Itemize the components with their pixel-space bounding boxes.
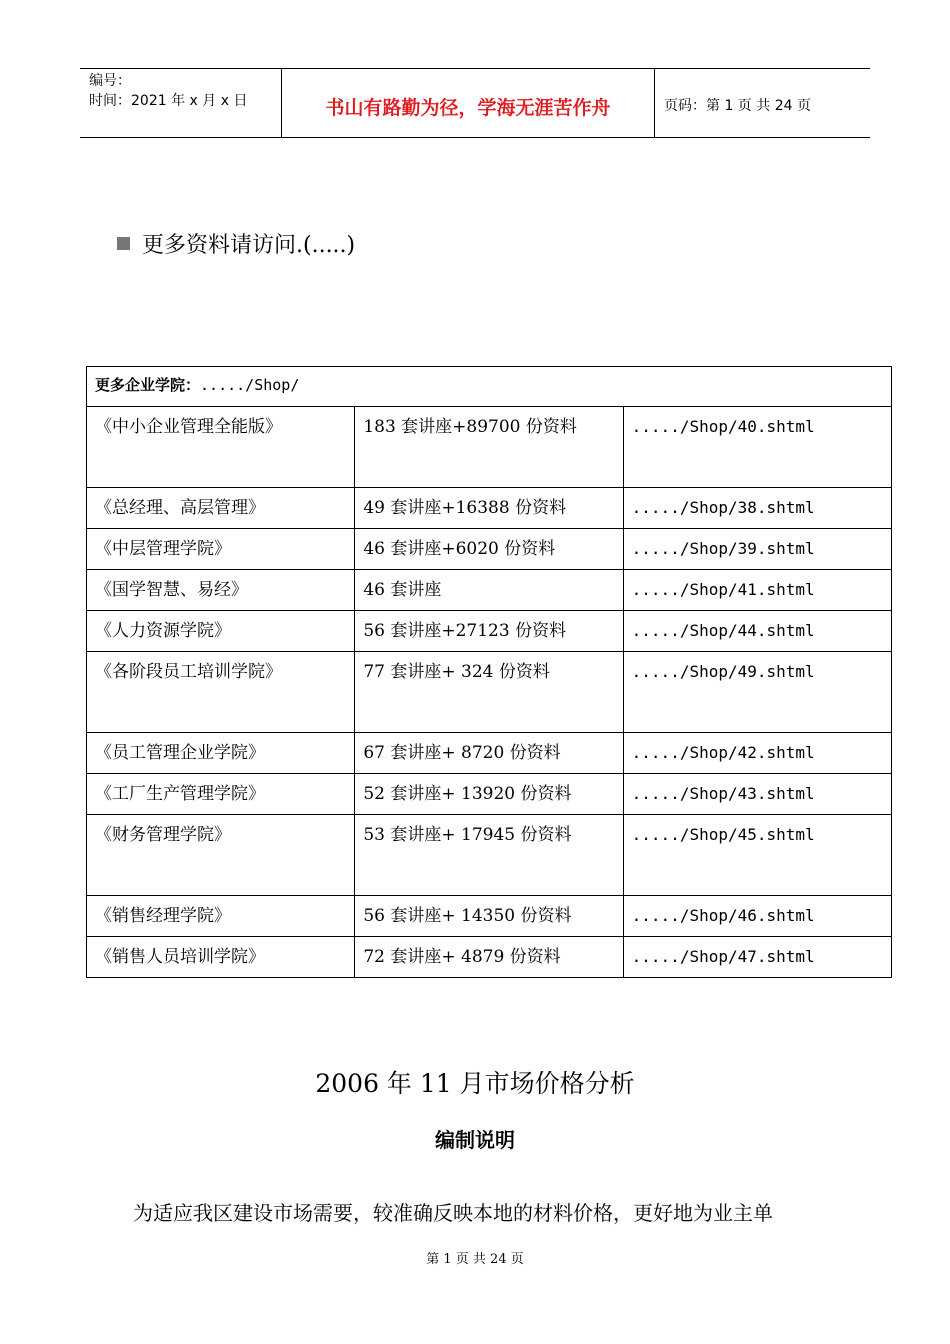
table-header-row <box>87 367 892 407</box>
course-desc: 46 套讲座+6020 份资料 <box>355 529 623 570</box>
course-name: 《中层管理学院》 <box>87 529 355 570</box>
course-link[interactable]: ...../Shop/49.shtml <box>623 652 891 733</box>
table-row <box>87 896 892 937</box>
course-link[interactable]: ...../Shop/44.shtml <box>623 611 891 652</box>
course-desc: 56 套讲座+27123 份资料 <box>355 611 623 652</box>
table-header-url[interactable]: ...../Shop/ <box>200 376 300 394</box>
course-desc: 67 套讲座+ 8720 份资料 <box>355 733 623 774</box>
table-row <box>87 733 892 774</box>
table-header-cell <box>87 367 892 407</box>
course-link[interactable]: ...../Shop/45.shtml <box>623 815 891 896</box>
course-desc: 56 套讲座+ 14350 份资料 <box>355 896 623 937</box>
course-link[interactable]: ...../Shop/41.shtml <box>623 570 891 611</box>
course-name: 《销售经理学院》 <box>87 896 355 937</box>
course-link[interactable]: ...../Shop/47.shtml <box>623 937 891 978</box>
course-desc: 53 套讲座+ 17945 份资料 <box>355 815 623 896</box>
course-name: 《中小企业管理全能版》 <box>87 407 355 488</box>
table-row <box>87 488 892 529</box>
course-name: 《财务管理学院》 <box>87 815 355 896</box>
course-desc: 72 套讲座+ 4879 份资料 <box>355 937 623 978</box>
header-info-cell <box>80 69 282 137</box>
course-link[interactable]: ...../Shop/42.shtml <box>623 733 891 774</box>
course-link[interactable]: ...../Shop/46.shtml <box>623 896 891 937</box>
course-table <box>86 366 892 978</box>
visit-text: 更多资料请访问.(.....) <box>142 233 356 258</box>
header-motto-cell <box>282 69 655 137</box>
course-desc: 183 套讲座+89700 份资料 <box>355 407 623 488</box>
table-header-label: 更多企业学院： <box>95 376 201 394</box>
course-name: 《各阶段员工培训学院》 <box>87 652 355 733</box>
course-desc: 52 套讲座+ 13920 份资料 <box>355 774 623 815</box>
course-name: 《销售人员培训学院》 <box>87 937 355 978</box>
document-time-label: 时间：2021 年 x 月 x 日 <box>89 93 248 109</box>
course-desc: 49 套讲座+16388 份资料 <box>355 488 623 529</box>
table-row <box>87 407 892 488</box>
page-header <box>80 68 870 138</box>
body-paragraph: 为适应我区建设市场需要，较准确反映本地的材料价格，更好地为业主单 <box>133 1201 773 1225</box>
header-page-cell <box>655 69 870 137</box>
course-link[interactable]: ...../Shop/40.shtml <box>623 407 891 488</box>
course-link[interactable]: ...../Shop/38.shtml <box>623 488 891 529</box>
course-name: 《员工管理企业学院》 <box>87 733 355 774</box>
course-desc: 77 套讲座+ 324 份资料 <box>355 652 623 733</box>
table-row <box>87 652 892 733</box>
course-link[interactable]: ...../Shop/39.shtml <box>623 529 891 570</box>
section-heading: 编制说明 <box>435 1128 515 1152</box>
table-row <box>87 611 892 652</box>
course-name: 《总经理、高层管理》 <box>87 488 355 529</box>
header-page-number: 页码：第 1 页 共 24 页 <box>664 98 811 114</box>
course-link[interactable]: ...../Shop/43.shtml <box>623 774 891 815</box>
course-desc: 46 套讲座 <box>355 570 623 611</box>
course-name: 《工厂生产管理学院》 <box>87 774 355 815</box>
header-motto: 书山有路勤为径，学海无涯苦作舟 <box>325 97 611 119</box>
table-row <box>87 937 892 978</box>
document-number-label: 编号： <box>89 73 131 89</box>
square-bullet-icon <box>117 237 130 250</box>
table-row <box>87 815 892 896</box>
course-name: 《人力资源学院》 <box>87 611 355 652</box>
visit-notice <box>117 228 355 259</box>
page-footer: 第 1 页 共 24 页 <box>426 1252 524 1267</box>
table-row <box>87 529 892 570</box>
table-row <box>87 774 892 815</box>
table-row <box>87 570 892 611</box>
course-name: 《国学智慧、易经》 <box>87 570 355 611</box>
document-title: 2006 年 11 月市场价格分析 <box>315 1069 635 1098</box>
